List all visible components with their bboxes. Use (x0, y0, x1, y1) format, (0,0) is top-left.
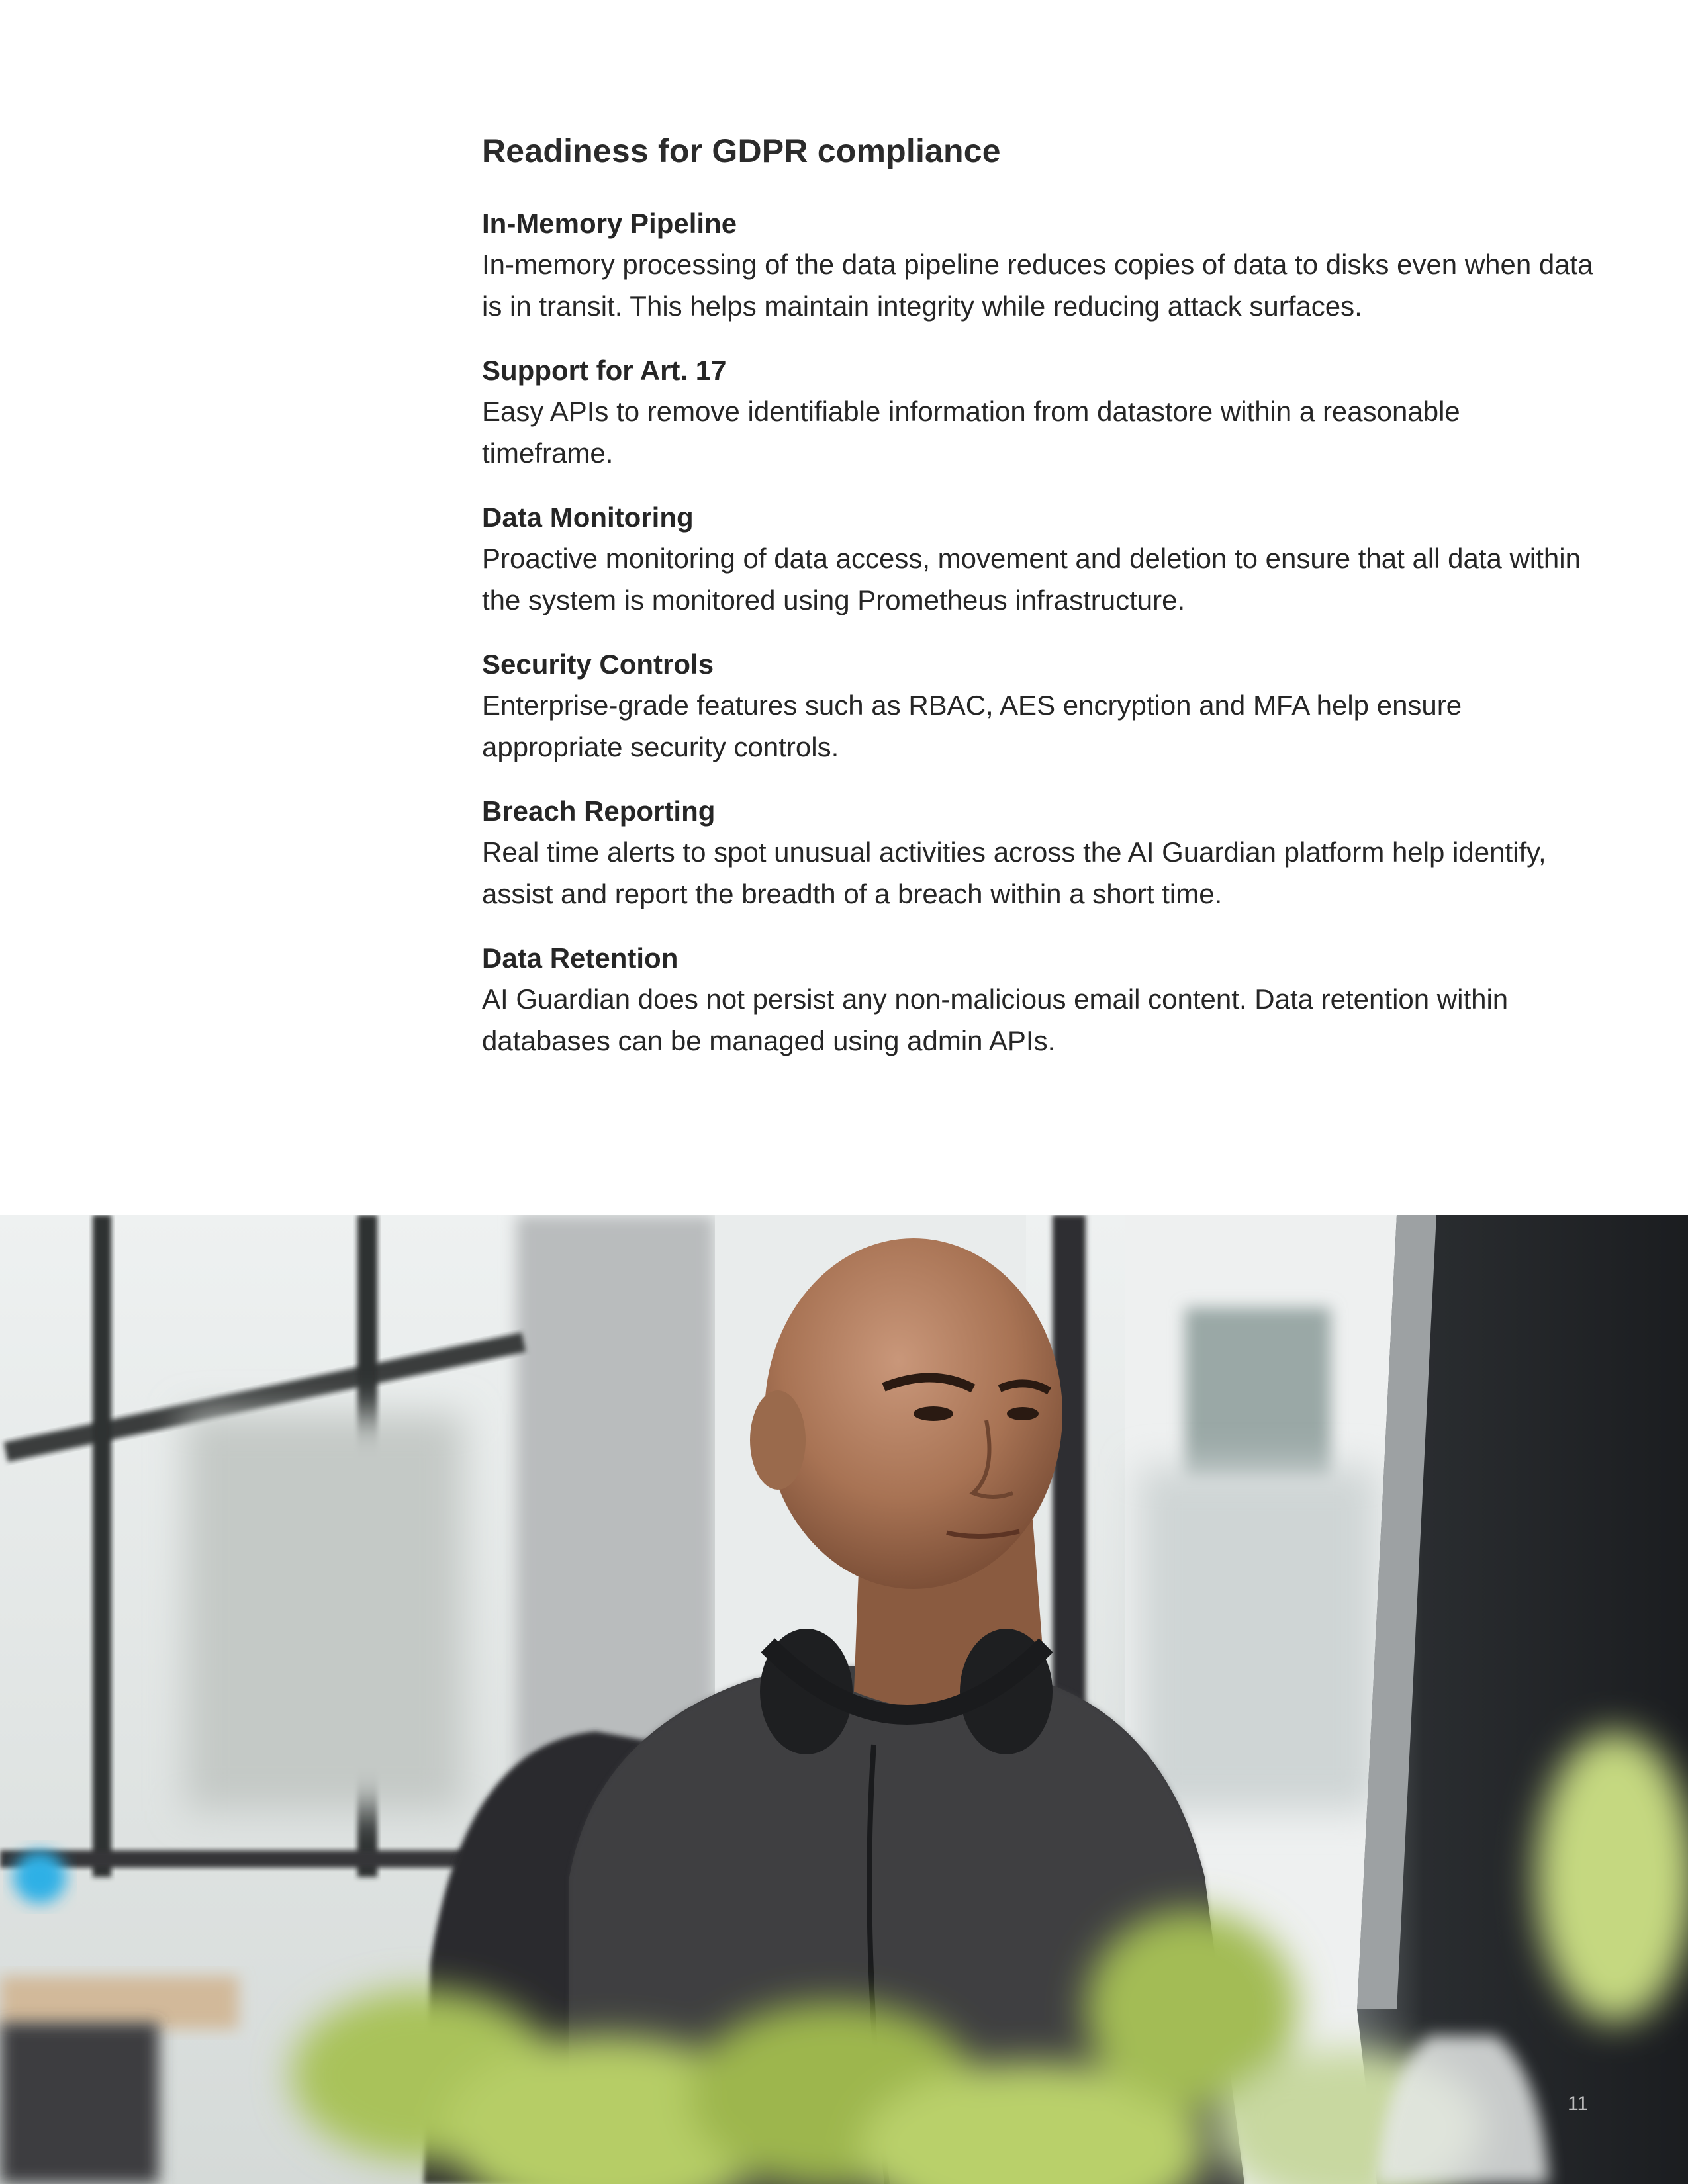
section-support-art-17 (482, 351, 1594, 474)
section-body: Easy APIs to remove identifiable information from datastore within a reasonable timeframe. (482, 396, 1460, 469)
section-body: In-memory processing of the data pipeline reduces copies of data to disks even when data is in transit. This helps maintain integrity while reducing attack surfaces. (482, 249, 1593, 322)
section-body: Real time alerts to spot unusual activities across the AI Guardian platform help identify, assist and report the breadth of a breach within a short time. (482, 837, 1546, 909)
section-heading: Breach Reporting (482, 796, 716, 827)
section-heading: Data Monitoring (482, 502, 694, 533)
section-in-memory-pipeline (482, 204, 1594, 327)
section-breach-reporting (482, 792, 1594, 915)
page-number: 11 (1568, 2093, 1589, 2115)
section-data-retention (482, 938, 1594, 1062)
office-photo (0, 1215, 1688, 2184)
section-security-controls (482, 645, 1594, 768)
section-heading: Support for Art. 17 (482, 355, 727, 386)
section-body: AI Guardian does not persist any non-malicious email content. Data retention within databases can be managed using admin APIs. (482, 983, 1509, 1056)
page-title: Readiness for GDPR compliance (482, 132, 1001, 169)
section-heading: Security Controls (482, 649, 714, 680)
section-body: Proactive monitoring of data access, movement and deletion to ensure that all data within the system is monitored using Prometheus infrastructure. (482, 543, 1581, 615)
section-heading: Data Retention (482, 942, 679, 974)
section-heading: In-Memory Pipeline (482, 208, 737, 239)
section-body: Enterprise-grade features such as RBAC, AES encryption and MFA help ensure appropriate security controls. (482, 690, 1462, 762)
office-photo-illustration (0, 1215, 1688, 2184)
section-data-monitoring (482, 498, 1594, 621)
text-column (482, 130, 1594, 1085)
